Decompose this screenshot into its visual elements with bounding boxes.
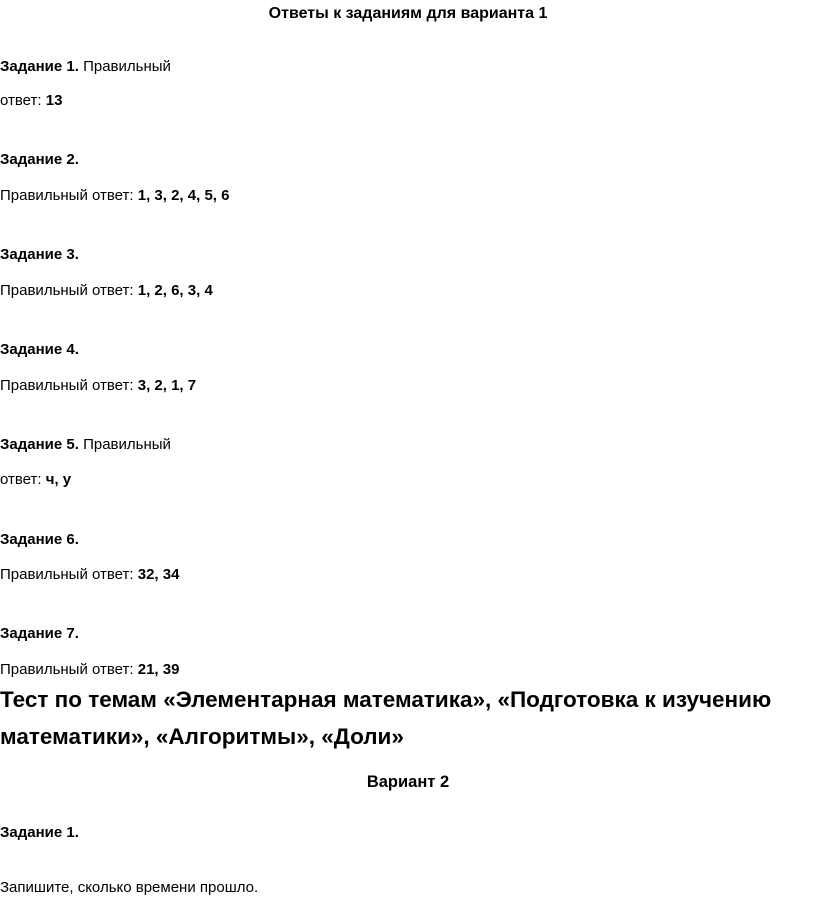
answer-1-value: 13 <box>45 92 63 109</box>
variant-title: Вариант 2 <box>366 773 450 791</box>
answer-3-label-line <box>0 245 79 265</box>
answers-title-text: Ответы к заданиям для варианта 1 <box>268 5 548 22</box>
answer-7-line <box>0 660 179 680</box>
answer-3-line <box>0 281 213 301</box>
answer-7-value: 21, 39 <box>137 661 180 678</box>
answer-5-line1 <box>0 435 171 455</box>
answer-2-label-line <box>0 150 79 170</box>
answer-5-prefix-cont: ответ: <box>0 471 42 488</box>
answer-2-value: 1, 3, 2, 4, 5, 6 <box>137 187 230 204</box>
answer-4-label-line <box>0 340 79 360</box>
answer-5-label: Задание 5. <box>0 436 79 453</box>
answer-4-value: 3, 2, 1, 7 <box>137 377 197 394</box>
answer-3-value: 1, 2, 6, 3, 4 <box>137 282 213 299</box>
answer-7-prefix: Правильный ответ: <box>0 661 134 678</box>
answer-4-line <box>0 376 196 396</box>
answer-5-line2 <box>0 470 71 490</box>
answer-2-prefix: Правильный ответ: <box>0 187 134 204</box>
answers-title <box>0 4 816 24</box>
answer-5-value: ч, у <box>45 471 72 488</box>
answer-3-prefix: Правильный ответ: <box>0 282 134 299</box>
task-1-label-line <box>0 823 79 843</box>
answer-1-prefix-cont: ответ: <box>0 92 42 109</box>
task-1-text: Запишите, сколько времени прошло. <box>0 879 259 896</box>
answer-2-label: Задание 2. <box>0 151 79 168</box>
answer-6-line <box>0 565 179 585</box>
answer-6-prefix: Правильный ответ: <box>0 566 134 583</box>
test-title-line1: Тест по темам «Элементарная математика», «Подготовка к изучению <box>0 687 772 712</box>
answer-2-line <box>0 186 229 206</box>
answer-7-label-line <box>0 624 79 644</box>
task-1-label: Задание 1. <box>0 824 79 841</box>
answer-5-prefix: Правильный <box>83 436 171 453</box>
test-title-line2: математики», «Алгоритмы», «Доли» <box>0 724 404 749</box>
answer-1-label: Задание 1. <box>0 58 79 75</box>
answer-7-label: Задание 7. <box>0 625 79 642</box>
answer-1-prefix: Правильный <box>83 58 171 75</box>
answer-6-value: 32, 34 <box>137 566 180 583</box>
answer-6-label-line <box>0 530 79 550</box>
answer-4-label: Задание 4. <box>0 341 79 358</box>
answer-1-line1 <box>0 57 171 77</box>
answer-1-line2 <box>0 91 62 111</box>
answer-6-label: Задание 6. <box>0 531 79 548</box>
answer-4-prefix: Правильный ответ: <box>0 377 134 394</box>
answer-3-label: Задание 3. <box>0 246 79 263</box>
